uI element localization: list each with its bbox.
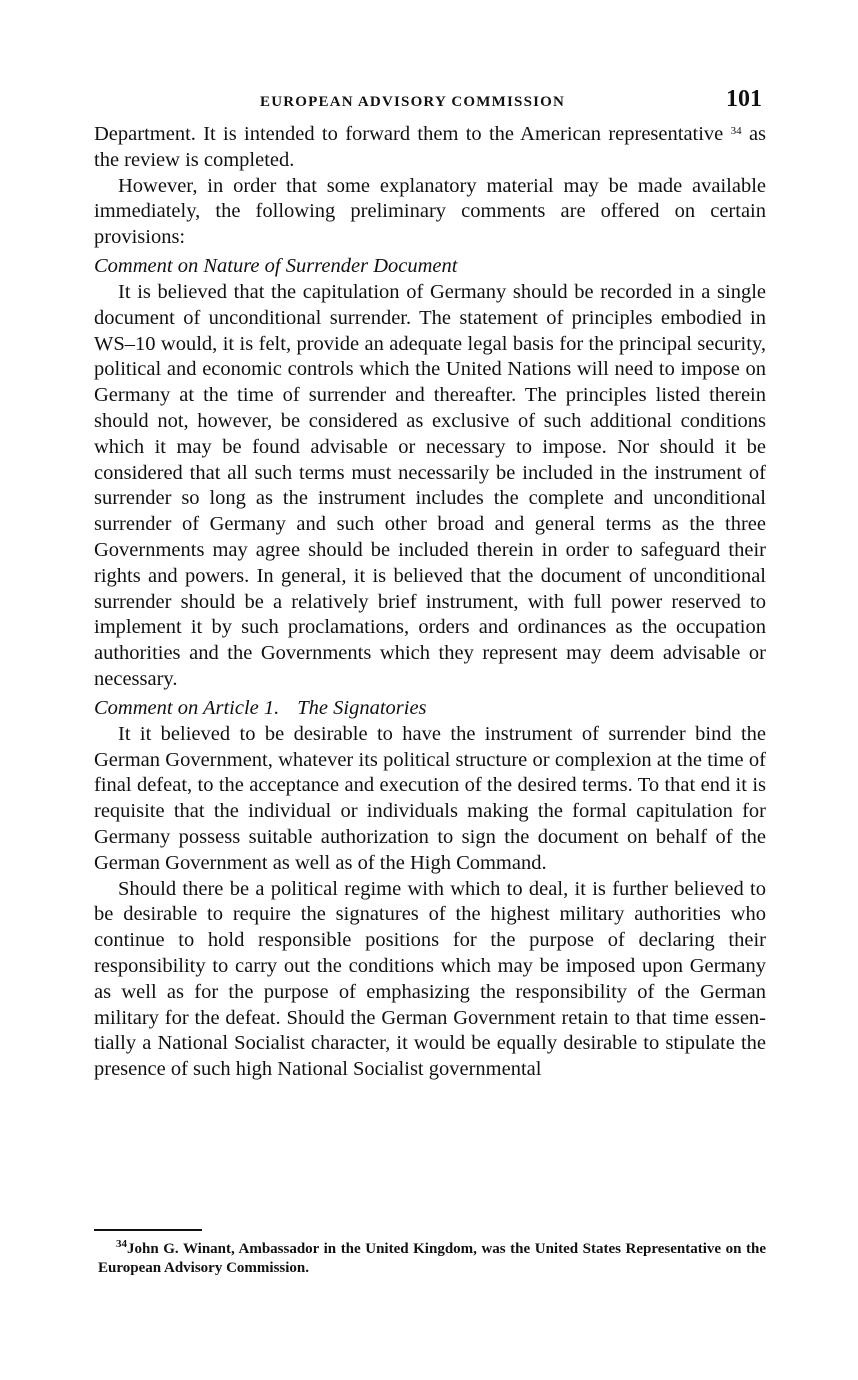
paragraph: It it believed to be desirable to have the instrument of surrender bind the German Government, whatever its political structure or complexion at the time of final defeat, to the acceptance and execution of the desired terms. To that end it is requisite that the individual or individuals making the formal capitulation for Germany possess suitable authorization to sign the document on behalf of the German Government as well as of the High Command.: [94, 722, 766, 874]
page-body: [94, 86, 766, 1083]
paragraph-continuation: [94, 122, 766, 174]
footnote-reference: 34: [730, 125, 742, 137]
paragraph: However, in order that some explanatory material may be made available immediately, the following preliminary comments are offered on certain provisions:: [94, 174, 766, 249]
section-heading: [94, 695, 766, 721]
running-head: EUROPEAN ADVISORY COMMISSION: [260, 94, 566, 110]
footnote-marker: 34: [116, 1238, 127, 1250]
paragraph: It is believed that the capitulation of Germany should be recorded in a single document of unconditional surrender. The statement of principles embodied in WS–10 would, it is felt, provide an adequate legal basis for the principal security, political and economic controls which the United Nations will need to impose on Germany at the time of surrender and thereafter. The principles listed therein should not, however, be considered as exclusive of such additional conditions which it may be found advisable or necessary to impose. Nor should it be considered that all such terms must necessarily be included in the instrument of surrender so long as the instrument includes the complete and unconditional surrender of Germany and such other broad and general terms as the three Governments may agree should be included therein in order to safeguard their rights and powers. In general, it is believed that the document of unconditional surrender should be a relatively brief instrument, with full power reserved to implement it by such proclamations, orders and ordinances as the occupation authorities and the Governments which they represent may deem advisable or necessary.: [94, 280, 766, 690]
paragraph-text: as the review is completed.: [94, 123, 767, 171]
section-heading-article: Comment on Article 1.: [94, 696, 280, 719]
section-heading: Comment on Nature of Surrender Document: [94, 254, 458, 277]
footnote: [98, 1240, 766, 1278]
paragraph: Should there be a political regime with which to deal, it is further believed to be desirable to require the signatures of the highest military authorities who continue to hold responsible positions for the purpose of declaring their responsibility to carry out the conditions which may be imposed upon Germany as well as for the purpose of emphasizing the responsibility of the German military for the defeat. Should the German Government retain to that time essentially a National Socialist character, it would be equally desirable to stipulate the presence of such high National Socialist governmental: [94, 877, 766, 1081]
page-header: [94, 86, 766, 122]
footnote-text: John G. Winant, Ambassador in the United Kingdom, was the United States Representative on the European Advisory Commission.: [98, 1241, 766, 1276]
paragraph-text: Department. It is intended to forward them to the American representative: [94, 123, 724, 145]
footnote-divider: [94, 1229, 202, 1231]
page-number: 101: [726, 86, 762, 112]
section-heading-title: The Signatories: [297, 696, 427, 719]
